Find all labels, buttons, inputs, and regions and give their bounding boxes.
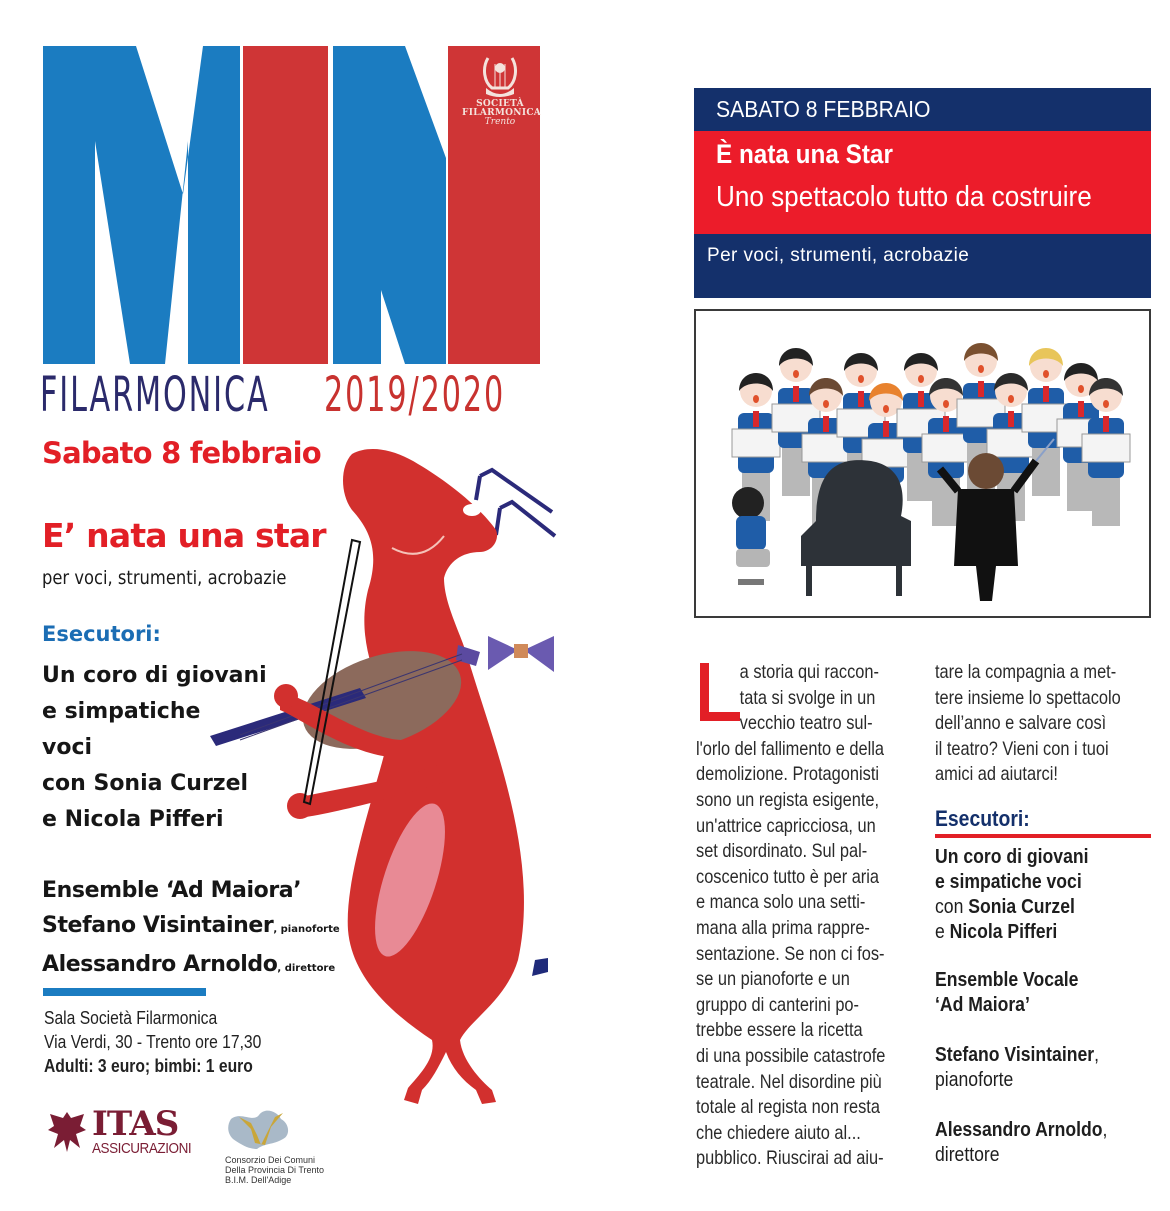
article-line: vecchio teatro sul- <box>739 712 873 735</box>
itas-subtitle: ASSICURAZIONI <box>92 1140 192 1157</box>
choir-illustration <box>694 309 1151 618</box>
choir-scene <box>696 311 1149 616</box>
bim-caption-line: B.I.M. Dell'Adige <box>225 1175 292 1185</box>
season-label: 2019/2020 <box>324 367 506 423</box>
article-line: trebbe essere la ricetta <box>696 1019 863 1042</box>
red-underline <box>935 834 1151 838</box>
credit-ensemble <box>42 873 340 908</box>
performers-prefix: con <box>935 896 969 918</box>
pianist-name: Stefano Visintainer <box>935 1044 1095 1066</box>
poster-title: E’ nata una star <box>42 516 326 555</box>
logo-letter-i-1 <box>243 46 328 364</box>
article-line: sono un regista esigente, <box>696 788 880 811</box>
credit-pianist <box>42 908 340 947</box>
logo-letter-n <box>333 46 446 364</box>
credit-role: , direttore <box>277 963 336 974</box>
trentino-map-icon <box>225 1105 295 1151</box>
poster-esecutori-label: Esecutori: <box>42 622 161 646</box>
bim-caption-line: Consorzio Dei Comuni <box>225 1155 316 1165</box>
poster-performers <box>42 658 267 838</box>
flyer-director: Alessandro Arnoldo, direttore <box>935 1119 1108 1166</box>
venue-address-time: Via Verdi, 30 - Trento ore 17,30 <box>44 1032 262 1052</box>
credit-name: Ensemble ‘Ad Maiora’ <box>42 878 302 903</box>
pianist-role: pianoforte <box>935 1069 1014 1091</box>
article-line: sentazione. Se non ci fos- <box>696 942 885 965</box>
flyer-esecutori-heading <box>935 806 1151 838</box>
article-line: a storia qui raccon- <box>739 661 879 683</box>
poster-performer-line: Un coro di giovani <box>42 663 267 688</box>
flyer-title: È nata una Star <box>716 139 893 169</box>
logo-letter-m <box>43 46 240 364</box>
itas-assicurazioni-logo <box>46 1104 216 1158</box>
poster-performer-line: con Sonia Curzel <box>42 771 249 796</box>
poster-credits <box>42 873 340 986</box>
societa-filarmonica-badge <box>462 48 542 148</box>
article-column-1-text <box>696 660 910 1172</box>
flyer-header <box>694 88 1151 298</box>
performers-line: e simpatiche voci <box>935 871 1082 893</box>
flyer-pianist: Stefano Visintainer, pianoforte <box>935 1044 1099 1091</box>
flyer-date: SABATO 8 FEBBRAIO <box>716 96 931 122</box>
poster-performer-line: e simpatiche <box>42 699 201 724</box>
article-line: tere insieme lo spettacolo <box>935 686 1121 709</box>
article-line: l'orlo del fallimento e della <box>696 737 884 760</box>
poster-performer-line: e Nicola Pifferi <box>42 807 224 832</box>
article-line: che chiedere aiuto al... <box>696 1121 861 1144</box>
article-line: set disordinato. Sul pal- <box>696 840 868 863</box>
bim-caption <box>225 1155 324 1185</box>
badge-line-1: SOCIETÀ <box>476 99 524 109</box>
article-line: tata si svolge in un <box>739 686 876 709</box>
article-line: il teatro? Vieni con i tuoi <box>935 737 1109 760</box>
article-column-1 <box>696 660 910 1172</box>
badge-line-2: FILARMONICA <box>462 108 542 118</box>
dog-eye <box>463 504 481 516</box>
flyer-ensemble <box>935 968 1078 1018</box>
lyre-icon <box>480 54 520 100</box>
article-line: totale al regista non resta <box>696 1096 880 1119</box>
ticket-prices: Adulti: 3 euro; bimbi: 1 euro <box>44 1056 253 1076</box>
badge-line-3: Trento <box>484 117 516 127</box>
article-line: gruppo di canterini po- <box>696 993 859 1016</box>
credit-role: , pianoforte <box>273 924 340 935</box>
poster-performer-line: voci <box>42 735 93 760</box>
flyer-tagline: Per voci, strumenti, acrobazie <box>707 245 970 266</box>
poster-subtitle: per voci, strumenti, acrobazie <box>42 567 287 589</box>
article-line: teatrale. Nel disordine più <box>696 1070 882 1093</box>
bow-tie-icon <box>488 636 554 672</box>
flyer-title-band <box>694 131 1151 234</box>
ensemble-line: Ensemble Vocale <box>935 969 1079 991</box>
dog-foot-blue <box>532 958 548 976</box>
bim-caption-line: Della Provincia Di Trento <box>225 1165 325 1175</box>
article-line: un'attrice capricciosa, un <box>696 814 876 837</box>
article-line: pubblico. Riuscirai ad aiu- <box>696 1147 884 1170</box>
article-column-2-text <box>935 660 1151 788</box>
eagle-icon <box>46 1108 88 1154</box>
article-line: e manca solo una setti- <box>696 891 866 914</box>
article-line: se un pianoforte e un <box>696 968 850 991</box>
article-line: amici ad aiutarci! <box>935 763 1058 786</box>
logo-wordmark-row <box>40 366 550 426</box>
director-name: Alessandro Arnoldo <box>935 1119 1103 1141</box>
choir-singers <box>732 343 1130 531</box>
credit-director <box>42 947 340 986</box>
performer-name: Nicola Pifferi <box>949 921 1058 943</box>
bim-adige-logo <box>225 1105 365 1200</box>
itas-wordmark: ITAS <box>92 1104 179 1144</box>
venue-name: Sala Società Filarmonica <box>44 1008 218 1028</box>
performers-line: Un coro di giovani <box>935 846 1089 868</box>
performer-name: Sonia Curzel <box>968 896 1075 918</box>
article-line: mana alla prima rappre- <box>696 916 870 939</box>
article-line: tare la compagnia a met- <box>935 661 1117 683</box>
article-line: coscenico tutto è per aria <box>696 865 880 888</box>
flyer-esecutori-label: Esecutori: <box>935 806 1030 831</box>
article-line: demolizione. Protagonisti <box>696 763 880 786</box>
performers-prefix: e <box>935 921 950 943</box>
article-line: di una possibile catastrofe <box>696 1044 886 1067</box>
credit-name: Stefano Visintainer <box>42 913 274 938</box>
flyer-subtitle: Uno spettacolo tutto da costruire <box>716 181 1092 213</box>
venue-block <box>44 1006 261 1078</box>
director-role: direttore <box>935 1144 1000 1166</box>
logo-wordmark: FILARMONICA <box>40 367 270 423</box>
article-line: dell’anno e salvare così <box>935 712 1107 735</box>
flyer-performers <box>935 845 1089 945</box>
ensemble-line: ‘Ad Maiora’ <box>935 994 1030 1016</box>
poster-date: Sabato 8 febbraio <box>42 436 321 470</box>
blue-divider <box>43 988 206 996</box>
article-column-2 <box>935 660 1151 788</box>
credit-name: Alessandro Arnoldo <box>42 952 278 977</box>
